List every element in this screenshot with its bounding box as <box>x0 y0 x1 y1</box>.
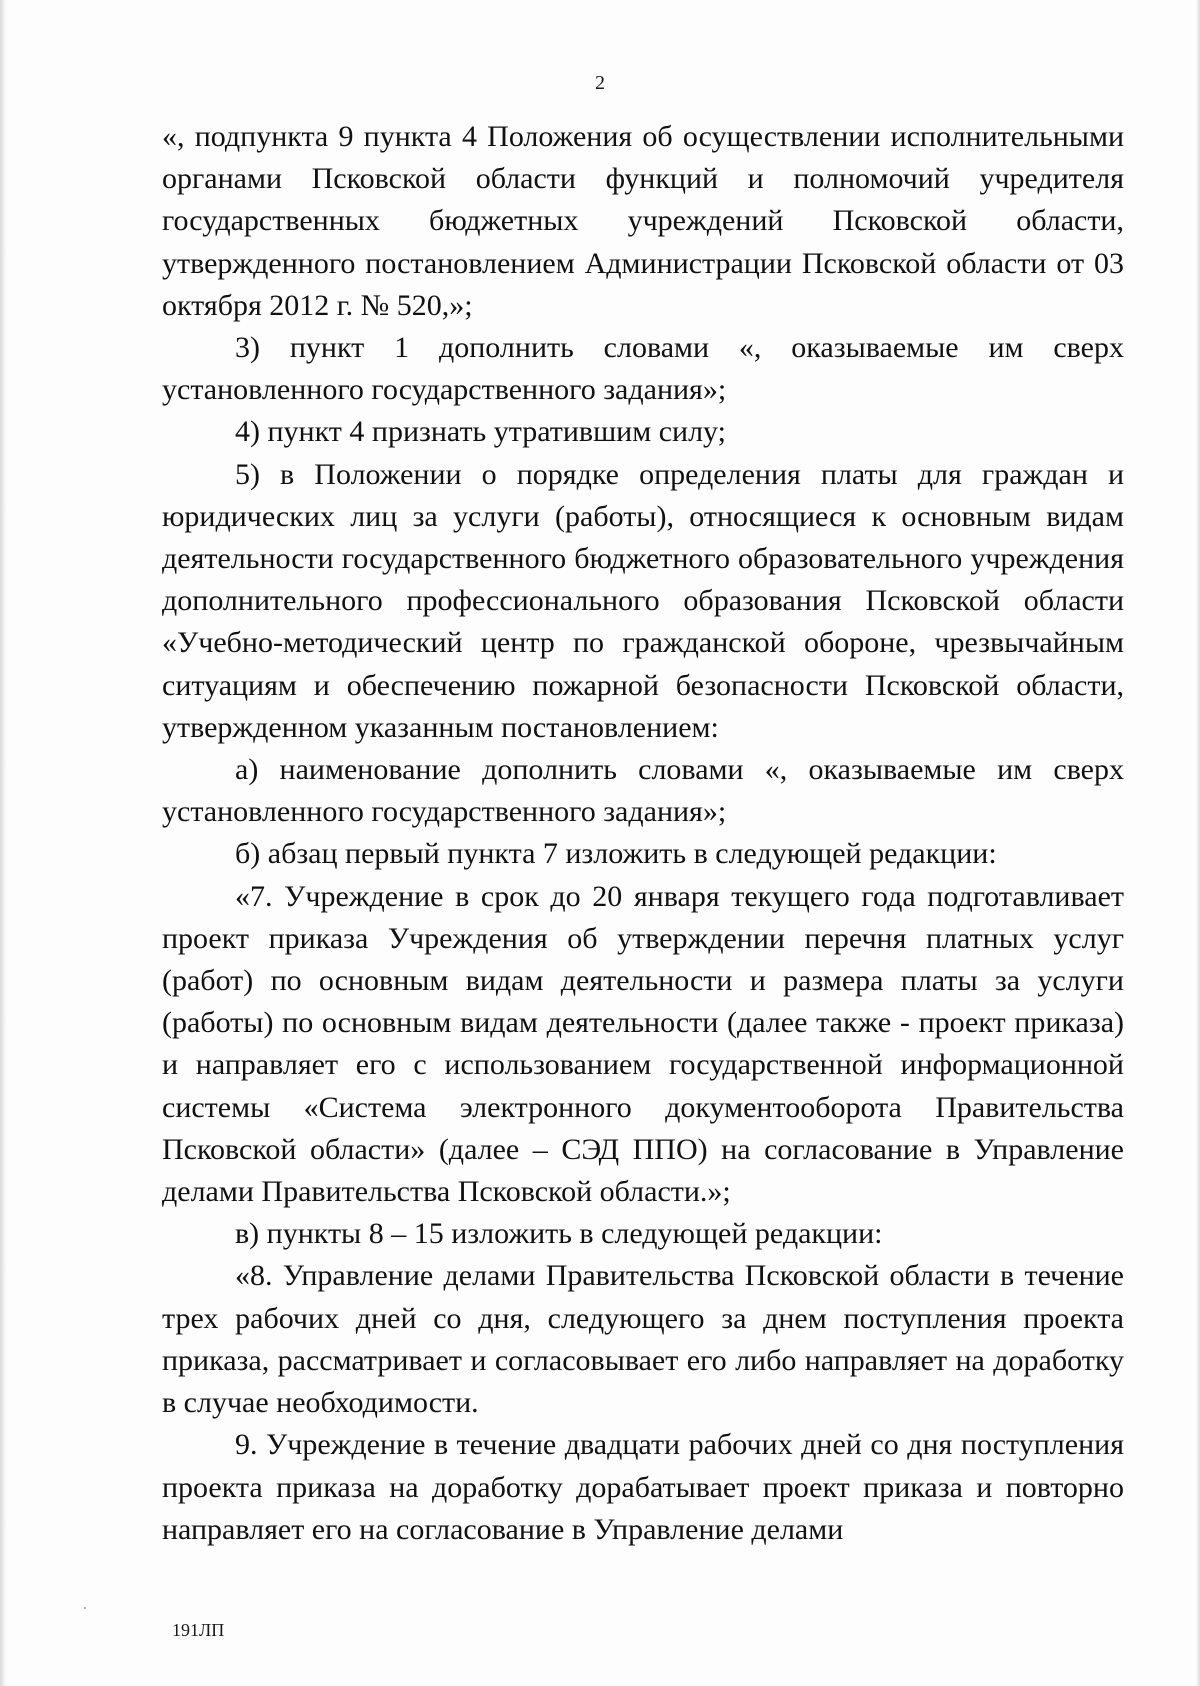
paragraph: 5) в Положении о порядке определения платы для граждан и юридических лиц за услуги (работы), относящиеся к основным видам деятельности государственного бюджетного образовательного учреждения дополнительного профессионального образования Псковской области «Учебно-методический центр по гражданской обороне, чрезвычайным ситуациям и обеспечению пожарной безопасности Псковской области, утвержденном указанным постановлением: <box>162 457 1124 744</box>
scan-edge-right <box>1196 0 1200 1686</box>
paragraph: в) пункты 8 – 15 изложить в следующей редакции: <box>235 1217 883 1251</box>
scan-speck <box>84 1607 86 1609</box>
paragraph: а) наименование дополнить словами «, оказываемые им сверх установленного государственного задания»; <box>162 753 1124 829</box>
paragraph: «7. Учреждение в срок до 20 января текущего года подготавливает проект приказа Учреждения об утверждении перечня платных услуг (работ) по основным видам деятельности и размера платы за услуги (работы) по основным видам деятельности (далее также - проект приказа) и направляет его с использованием государственной информационной системы «Система электронного документооборота Правительства Псковской области» (далее – СЭД ППО) на согласование в Управление делами Правительства Псковской области.»; <box>162 879 1124 1209</box>
scan-edge-left <box>0 0 7 1686</box>
paragraph: 9. Учреждение в течение двадцати рабочих дней со дня поступления проекта приказа на доработку дорабатывает проект приказа и повторно направляет его на согласование в Управление делами <box>162 1428 1124 1546</box>
paragraph: б) абзац первый пункта 7 изложить в следующей редакции: <box>235 837 997 871</box>
paragraph: «, подпункта 9 пункта 4 Положения об осуществлении исполнительными органами Псковской области функций и полномочий учредителя государственных бюджетных учреждений Псковской области, утвержденного постановлением Администрации Псковской области от 03 октября 2012 г. № 520,»; <box>162 120 1124 322</box>
page-number: 2 <box>595 72 605 94</box>
paragraph: 4) пункт 4 признать утратившим силу; <box>235 415 727 449</box>
document-body <box>162 116 1124 1551</box>
paragraph: «8. Управление делами Правительства Псковской области в течение трех рабочих дней со дня, следующего за днем поступления проекта приказа, рассматривает и согласовывает его либо направляет на доработку в случае необходимости. <box>162 1259 1124 1420</box>
paragraph: 3) пункт 1 дополнить словами «, оказываемые им сверх установленного государственного задания»; <box>162 331 1124 407</box>
document-code: 191ЛП <box>172 1620 225 1640</box>
